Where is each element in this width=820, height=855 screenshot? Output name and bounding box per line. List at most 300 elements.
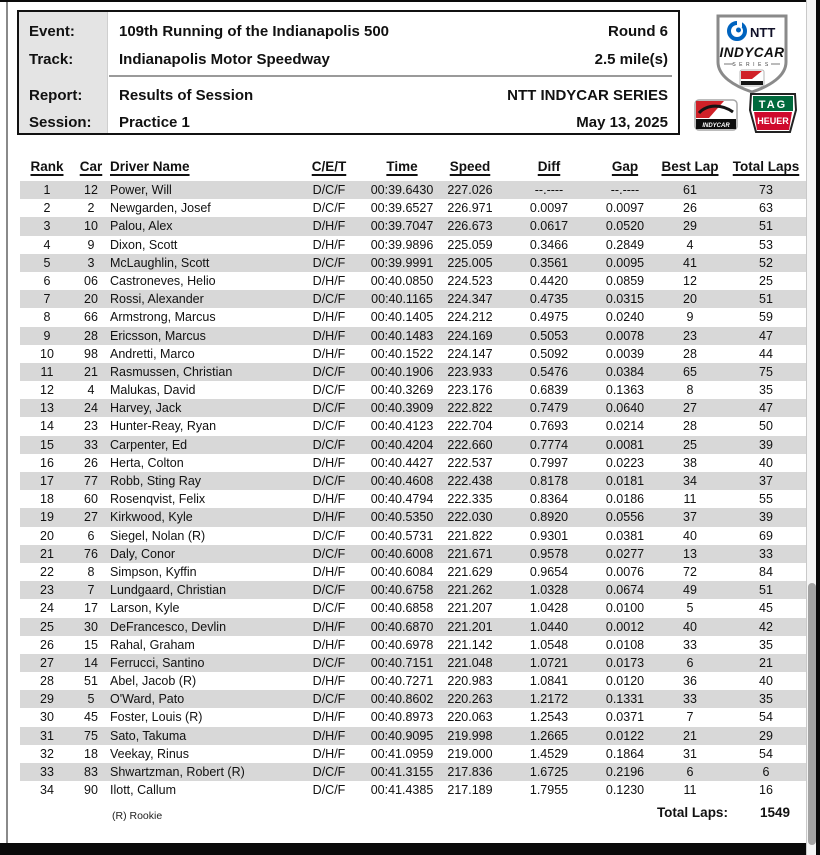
cell-driver-name: Shwartzman, Robert (R) (110, 765, 245, 779)
cell-car: 15 (84, 637, 98, 652)
cell-driver-name: Foster, Louis (R) (110, 710, 203, 725)
table-row (20, 781, 806, 799)
cell-best-lap: 8 (686, 383, 694, 398)
cell-rank: 29 (40, 692, 54, 707)
cell-gap: 0.0223 (605, 455, 645, 470)
report-label: Report: (29, 86, 83, 104)
table-row (20, 599, 806, 617)
session-label: Session: (29, 113, 92, 131)
cell-time: 00:40.1522 (370, 346, 434, 361)
cell-car: 23 (84, 419, 98, 434)
cell-gap: 0.0240 (605, 310, 645, 325)
cell-rank: 21 (40, 546, 54, 561)
cell-cet: D/C/F (312, 783, 346, 798)
cell-diff: 1.7955 (529, 783, 569, 798)
cell-rank: 10 (40, 346, 54, 361)
cell-diff: 0.9654 (529, 564, 569, 579)
col-header-best-lap: Best Lap (661, 158, 719, 174)
cell-best-lap: 36 (683, 674, 697, 689)
cell-time: 00:40.1405 (370, 310, 434, 325)
cell-time: 00:40.7271 (370, 674, 434, 689)
cell-best-lap: 6 (686, 655, 694, 670)
cell-rank: 34 (40, 783, 54, 798)
cell-speed: 222.537 (447, 455, 493, 470)
series-name: NTT INDYCAR SERIES (507, 86, 668, 104)
cell-total-laps: 35 (759, 637, 773, 652)
cell-cet: D/H/F (312, 219, 346, 234)
cell-driver-name: Larson, Kyle (110, 601, 180, 616)
cell-speed: 224.523 (447, 273, 493, 288)
cell-cet: D/C/F (312, 546, 346, 561)
cell-total-laps: 21 (759, 655, 773, 670)
cell-rank: 30 (40, 710, 54, 725)
cell-gap: 0.0108 (605, 637, 645, 652)
cell-best-lap: 27 (683, 401, 697, 416)
cell-diff: --.---- (534, 183, 564, 197)
cell-diff: 1.2543 (529, 710, 569, 725)
cell-rank: 14 (40, 419, 54, 434)
cell-driver-name: Newgarden, Josef (110, 201, 211, 216)
info-divider (109, 75, 672, 77)
cell-diff: 1.2665 (529, 728, 569, 743)
cell-cet: D/C/F (312, 601, 346, 616)
cell-total-laps: 55 (759, 492, 773, 507)
results-table-body (20, 181, 806, 799)
cell-diff: 0.7774 (529, 437, 569, 452)
cell-speed: 222.438 (447, 474, 493, 488)
cell-speed: 220.983 (447, 674, 493, 689)
cell-diff: 1.2172 (529, 692, 569, 707)
cell-car: 83 (84, 765, 98, 779)
cell-gap: 0.0095 (605, 255, 645, 270)
col-header-cet: C/E/T (311, 158, 347, 174)
cell-diff: 1.0721 (529, 655, 569, 670)
cell-best-lap: 11 (683, 783, 697, 798)
cell-diff: 0.7997 (529, 455, 569, 470)
event-value: 109th Running of the Indianapolis 500 (119, 22, 390, 40)
cell-gap: 0.0097 (605, 201, 645, 216)
cell-time: 00:40.4427 (370, 455, 434, 470)
table-row (20, 272, 806, 290)
cell-best-lap: 65 (683, 364, 697, 379)
table-row (20, 672, 806, 690)
cell-speed: 222.660 (447, 437, 493, 452)
cell-total-laps: 63 (759, 201, 773, 216)
indycar-flag-text: INDYCAR (702, 123, 730, 129)
cell-speed: 217.189 (447, 783, 493, 798)
series-logo-text: SERIES (732, 62, 772, 68)
ntt-logo-text: NTT (750, 25, 776, 40)
cell-driver-name: Rossi, Alexander (110, 292, 204, 307)
cell-diff: 0.9578 (529, 546, 569, 561)
cell-diff: 0.3561 (529, 255, 569, 270)
cell-diff: 0.4975 (529, 310, 569, 325)
cell-time: 00:40.6858 (370, 601, 434, 616)
rookie-note: (R) Rookie (112, 810, 163, 822)
col-header-total-laps: Total Laps (732, 158, 800, 174)
cell-total-laps: 50 (759, 419, 773, 434)
cell-cet: D/H/F (312, 728, 346, 743)
info-row-track (19, 46, 678, 72)
table-row (20, 708, 806, 726)
cell-time: 00:40.9095 (370, 728, 434, 743)
cell-cet: D/C/F (312, 401, 346, 416)
cell-speed: 224.147 (447, 346, 493, 361)
cell-driver-name: Malukas, David (110, 383, 196, 398)
cell-gap: 0.0100 (605, 601, 645, 616)
cell-driver-name: Harvey, Jack (110, 401, 182, 416)
cell-speed: 221.671 (447, 546, 493, 561)
cell-cet: D/C/F (312, 419, 346, 434)
cell-best-lap: 33 (683, 692, 697, 707)
cell-cet: D/C/F (312, 692, 346, 707)
cell-diff: 1.6725 (529, 765, 569, 779)
cell-cet: D/H/F (312, 346, 346, 361)
cell-best-lap: 23 (683, 328, 697, 343)
cell-driver-name: Ilott, Callum (110, 783, 176, 798)
cell-time: 00:39.7047 (370, 219, 434, 234)
cell-cet: D/H/F (312, 492, 346, 507)
cell-speed: 226.971 (447, 201, 493, 216)
cell-car: 21 (84, 364, 98, 379)
cell-driver-name: Sato, Takuma (110, 728, 187, 743)
cell-gap: 0.0520 (605, 219, 645, 234)
cell-best-lap: 5 (686, 601, 694, 616)
cell-car: 5 (87, 692, 95, 707)
cell-total-laps: 39 (759, 510, 773, 525)
cell-rank: 16 (40, 455, 54, 470)
cell-car: 7 (87, 583, 95, 598)
cell-time: 00:40.4608 (370, 474, 434, 488)
cell-cet: D/C/F (312, 383, 346, 398)
report-value: Results of Session (119, 86, 254, 104)
cell-time: 00:40.6084 (370, 564, 434, 579)
cell-time: 00:40.8973 (370, 710, 434, 725)
cell-cet: D/C/F (312, 183, 346, 197)
cell-car: 20 (84, 292, 98, 307)
cell-best-lap: 26 (683, 201, 697, 216)
cell-cet: D/H/F (312, 619, 346, 634)
cell-gap: 0.1230 (605, 783, 645, 798)
cell-diff: 1.4529 (529, 746, 569, 761)
table-row (20, 254, 806, 272)
cell-total-laps: 59 (759, 310, 773, 325)
cell-gap: 0.0859 (605, 273, 645, 288)
cell-cet: D/H/F (312, 310, 346, 325)
cell-cet: D/H/F (312, 710, 346, 725)
cell-driver-name: McLaughlin, Scott (110, 255, 210, 270)
cell-rank: 15 (40, 437, 54, 452)
cell-driver-name: Rosenqvist, Felix (110, 492, 206, 507)
cell-speed: 224.347 (447, 292, 493, 307)
cell-time: 00:39.9896 (370, 237, 434, 252)
cell-best-lap: 28 (683, 419, 697, 434)
cell-time: 00:39.6430 (370, 183, 434, 197)
col-header-diff: Diff (537, 158, 561, 174)
cell-time: 00:40.6870 (370, 619, 434, 634)
tag-heuer-icon (748, 92, 798, 139)
cell-best-lap: 29 (683, 219, 697, 234)
table-row (20, 308, 806, 326)
cell-time: 00:40.4204 (370, 437, 434, 452)
cell-gap: 0.0078 (605, 328, 645, 343)
cell-car: 12 (84, 183, 98, 197)
info-row-event (19, 18, 678, 44)
cell-total-laps: 52 (759, 255, 773, 270)
cell-best-lap: 61 (683, 183, 697, 197)
cell-driver-name: Andretti, Marco (110, 346, 195, 361)
cell-car: 17 (84, 601, 98, 616)
cell-rank: 23 (40, 583, 54, 598)
cell-rank: 24 (40, 601, 54, 616)
table-row (20, 745, 806, 763)
cell-gap: 0.0315 (605, 292, 645, 307)
cell-time: 00:40.0850 (370, 273, 434, 288)
cell-cet: D/H/F (312, 746, 346, 761)
cell-gap: 0.0173 (605, 655, 645, 670)
cell-car: 33 (84, 437, 98, 452)
cell-diff: 0.8920 (529, 510, 569, 525)
cell-cet: D/H/F (312, 510, 346, 525)
cell-time: 00:40.3909 (370, 401, 434, 416)
cell-cet: D/C/F (312, 655, 346, 670)
cell-rank: 9 (43, 328, 51, 343)
cell-best-lap: 28 (683, 346, 697, 361)
cell-best-lap: 20 (683, 292, 697, 307)
cell-speed: 217.836 (447, 765, 493, 779)
cell-driver-name: Lundgaard, Christian (110, 583, 227, 598)
cell-diff: 0.0617 (529, 219, 569, 234)
cell-time: 00:40.7151 (370, 655, 434, 670)
cell-driver-name: Power, Will (110, 183, 172, 197)
cell-total-laps: 40 (759, 455, 773, 470)
cell-diff: 0.5476 (529, 364, 569, 379)
cell-speed: 220.063 (447, 710, 493, 725)
session-info-box (17, 10, 680, 135)
table-row (20, 763, 806, 781)
heuer-text: HEUER (757, 116, 789, 126)
cell-driver-name: Herta, Colton (110, 455, 184, 470)
cell-rank: 19 (40, 510, 54, 525)
info-row-report (19, 82, 678, 108)
cell-total-laps: 33 (759, 546, 773, 561)
cell-rank: 1 (43, 183, 51, 197)
table-row (20, 618, 806, 636)
table-row (20, 363, 806, 381)
table-row (20, 727, 806, 745)
cell-best-lap: 31 (683, 746, 697, 761)
cell-rank: 2 (43, 201, 51, 216)
cell-speed: 226.673 (447, 219, 493, 234)
cell-time: 00:40.8602 (370, 692, 434, 707)
cell-time: 00:40.6758 (370, 583, 434, 598)
col-header-rank: Rank (30, 158, 64, 174)
cell-rank: 32 (40, 746, 54, 761)
cell-gap: 0.1864 (605, 746, 645, 761)
cell-cet: D/C/F (312, 437, 346, 452)
results-table-header (20, 154, 806, 178)
cell-time: 00:40.1165 (371, 292, 433, 307)
cell-rank: 6 (43, 273, 51, 288)
cell-car: 3 (87, 255, 95, 270)
cell-total-laps: 42 (759, 619, 773, 634)
cell-best-lap: 7 (686, 710, 694, 725)
cell-driver-name: Palou, Alex (110, 219, 173, 234)
cell-time: 00:40.1483 (370, 328, 434, 343)
cell-cet: D/C/F (312, 364, 346, 379)
cell-cet: D/C/F (312, 292, 346, 307)
track-length-value: 2.5 mile(s) (594, 50, 668, 68)
table-row (20, 545, 806, 563)
cell-car: 76 (84, 546, 98, 561)
cell-diff: 0.8364 (529, 492, 569, 507)
cell-speed: 221.822 (447, 528, 493, 543)
cell-best-lap: 21 (683, 728, 697, 743)
cell-driver-name: Rahal, Graham (110, 637, 195, 652)
cell-gap: 0.2849 (605, 237, 645, 252)
table-row (20, 436, 806, 454)
cell-gap: 0.0277 (605, 546, 645, 561)
cell-diff: 0.7693 (529, 419, 569, 434)
cell-best-lap: 25 (683, 437, 697, 452)
cell-driver-name: Armstrong, Marcus (110, 310, 216, 325)
cell-driver-name: DeFrancesco, Devlin (110, 619, 227, 634)
indycar-logo-text: INDYCAR (719, 45, 785, 60)
cell-car: 06 (84, 273, 98, 288)
cell-total-laps: 84 (759, 564, 773, 579)
cell-diff: 0.6839 (529, 383, 569, 398)
cell-cet: D/H/F (312, 237, 346, 252)
cell-total-laps: 47 (759, 401, 773, 416)
cell-best-lap: 72 (683, 564, 697, 579)
cell-rank: 28 (40, 674, 54, 689)
cell-car: 6 (87, 528, 95, 543)
page-edge-line (6, 2, 8, 843)
cell-car: 18 (84, 746, 98, 761)
total-laps-summary (500, 805, 790, 820)
cell-total-laps: 73 (759, 183, 773, 197)
cell-time: 00:41.4385 (370, 783, 434, 798)
cell-car: 4 (87, 383, 95, 398)
cell-car: 24 (84, 401, 98, 416)
cell-speed: 222.335 (447, 492, 493, 507)
cell-diff: 0.8178 (529, 474, 569, 488)
cell-car: 45 (84, 710, 98, 725)
cell-diff: 0.4735 (529, 292, 569, 307)
table-row (20, 199, 806, 217)
cell-car: 30 (84, 619, 98, 634)
info-row-session (19, 109, 678, 135)
cell-rank: 11 (40, 364, 54, 379)
cell-gap: 0.1363 (605, 383, 645, 398)
table-row (20, 381, 806, 399)
cell-gap: 0.0039 (605, 346, 645, 361)
col-header-car: Car (79, 158, 103, 174)
cell-driver-name: Robb, Sting Ray (110, 474, 202, 488)
cell-rank: 7 (43, 292, 51, 307)
cell-rank: 12 (40, 383, 54, 398)
cell-diff: 0.9301 (529, 528, 569, 543)
cell-rank: 13 (40, 401, 54, 416)
cell-gap: 0.0384 (605, 364, 645, 379)
cell-total-laps: 6 (762, 765, 770, 779)
cell-gap: 0.0181 (605, 474, 645, 488)
table-row (20, 181, 806, 199)
col-header-speed: Speed (449, 158, 491, 174)
cell-driver-name: Siegel, Nolan (R) (110, 528, 206, 543)
cell-gap: 0.0371 (605, 710, 645, 725)
cell-rank: 17 (40, 474, 54, 488)
cell-total-laps: 39 (759, 437, 773, 452)
cell-best-lap: 40 (683, 528, 697, 543)
cell-gap: 0.1331 (605, 692, 645, 707)
cell-total-laps: 47 (759, 328, 773, 343)
cell-gap: 0.0122 (605, 728, 645, 743)
table-row (20, 399, 806, 417)
cell-speed: 225.059 (447, 237, 493, 252)
cell-diff: 0.3466 (529, 237, 569, 252)
cell-gap: 0.0076 (605, 564, 645, 579)
cell-total-laps: 51 (759, 219, 773, 234)
cell-total-laps: 37 (759, 474, 773, 488)
cell-speed: 221.201 (447, 619, 493, 634)
cell-speed: 223.176 (447, 383, 493, 398)
table-row (20, 327, 806, 345)
cell-speed: 224.169 (447, 328, 493, 343)
vertical-scrollbar-thumb[interactable] (808, 583, 816, 845)
cell-cet: D/H/F (312, 564, 346, 579)
cell-speed: 223.933 (447, 364, 493, 379)
cell-rank: 33 (40, 765, 54, 779)
cell-rank: 18 (40, 492, 54, 507)
cell-driver-name: Ericsson, Marcus (110, 328, 206, 343)
cell-car: 77 (84, 474, 98, 488)
cell-diff: 0.0097 (529, 201, 569, 216)
cell-best-lap: 41 (683, 255, 697, 270)
cell-rank: 27 (40, 655, 54, 670)
cell-driver-name: Hunter-Reay, Ryan (110, 419, 217, 434)
cell-total-laps: 16 (759, 783, 773, 798)
cell-car: 14 (84, 655, 98, 670)
cell-cet: D/C/F (312, 255, 346, 270)
table-row (20, 417, 806, 435)
cell-gap: --.---- (610, 183, 640, 197)
cell-cet: D/C/F (312, 528, 346, 543)
cell-rank: 22 (40, 564, 54, 579)
table-row (20, 490, 806, 508)
table-row (20, 508, 806, 526)
cell-diff: 0.5053 (529, 328, 569, 343)
cell-driver-name: Kirkwood, Kyle (110, 510, 193, 525)
cell-car: 60 (84, 492, 98, 507)
cell-time: 00:39.6527 (370, 201, 434, 216)
cell-car: 2 (87, 201, 95, 216)
total-laps-value: 1549 (759, 805, 790, 820)
cell-best-lap: 6 (686, 765, 694, 779)
cell-gap: 0.0674 (605, 583, 645, 598)
cell-car: 90 (84, 783, 98, 798)
cell-total-laps: 51 (759, 583, 773, 598)
cell-rank: 5 (43, 255, 51, 270)
cell-total-laps: 45 (759, 601, 773, 616)
table-row (20, 654, 806, 672)
cell-speed: 225.005 (447, 255, 493, 270)
cell-speed: 222.704 (447, 419, 493, 434)
table-row (20, 290, 806, 308)
cell-time: 00:40.4123 (370, 419, 434, 434)
cell-driver-name: Dixon, Scott (110, 237, 178, 252)
table-row (20, 690, 806, 708)
